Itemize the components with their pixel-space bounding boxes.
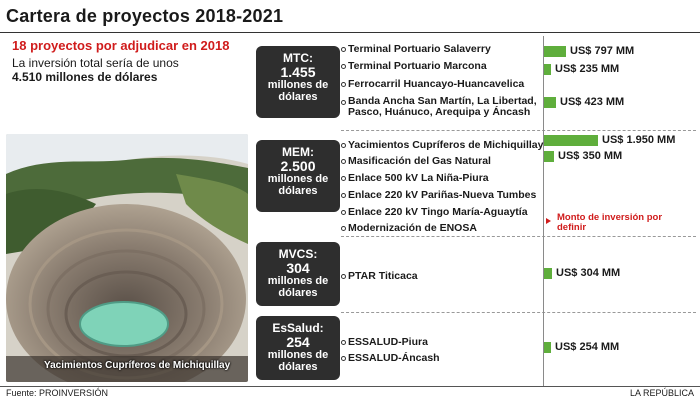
bar-value-label: US$ 350 MM bbox=[558, 150, 623, 162]
bar-value-label: US$ 304 MM bbox=[556, 267, 621, 279]
bullet-icon bbox=[341, 47, 346, 52]
bar-value-label: US$ 423 MM bbox=[560, 96, 625, 108]
group-divider bbox=[341, 236, 696, 237]
summary-intro: La inversión total sería de unos bbox=[12, 56, 179, 70]
bar-mem bbox=[544, 135, 598, 146]
group-entity: MVCS: bbox=[278, 247, 318, 261]
bar-mtc bbox=[544, 64, 551, 75]
bullet-icon bbox=[341, 193, 346, 198]
bullet-icon bbox=[341, 143, 346, 148]
group-box-mem bbox=[256, 140, 340, 212]
group-entity: EsSalud: bbox=[272, 321, 324, 335]
group-amount: 2.500 bbox=[280, 158, 316, 174]
bullet-icon bbox=[341, 82, 346, 87]
project-name: Terminal Portuario Marcona bbox=[348, 60, 487, 72]
project-name: Banda Ancha San Martín, La Libertad, Pasco, Huánuco, Arequipa y Áncash bbox=[348, 95, 537, 118]
group-box-mtc bbox=[256, 46, 340, 118]
project-name: ESSALUD-Piura bbox=[348, 336, 428, 348]
group-box-essalud bbox=[256, 316, 340, 380]
footer-divider bbox=[0, 386, 700, 387]
group-unit: millones de dólares bbox=[267, 349, 329, 373]
bar-essalud bbox=[544, 342, 551, 353]
photo-caption: Yacimientos Cupríferos de Michiquillay bbox=[44, 360, 231, 371]
group-amount: 254 bbox=[286, 334, 310, 350]
group-divider bbox=[341, 130, 696, 131]
bar-value-label: US$ 254 MM bbox=[555, 341, 620, 353]
project-name: PTAR Titicaca bbox=[348, 270, 418, 282]
group-unit: millones de dólares bbox=[267, 79, 329, 103]
page-title: Cartera de proyectos 2018-2021 bbox=[6, 6, 284, 26]
note-pending-amount: Monto de inversión por definir bbox=[557, 212, 663, 233]
bar-mem bbox=[544, 151, 554, 162]
project-name: Terminal Portuario Salaverry bbox=[348, 43, 491, 55]
project-name: Masificación del Gas Natural bbox=[348, 155, 491, 167]
group-amount: 1.455 bbox=[280, 64, 316, 80]
title-divider bbox=[0, 32, 700, 33]
bar-mvcs bbox=[544, 268, 552, 279]
bullet-icon bbox=[341, 340, 346, 345]
bullet-icon bbox=[341, 226, 346, 231]
project-name: Enlace 220 kV Pariñas-Nueva Tumbes bbox=[348, 189, 537, 201]
summary-block bbox=[12, 39, 242, 84]
group-entity: MTC: bbox=[283, 51, 313, 65]
group-entity: MEM: bbox=[282, 145, 314, 159]
group-divider bbox=[341, 312, 696, 313]
bullet-icon bbox=[341, 176, 346, 181]
bar-mtc bbox=[544, 97, 556, 108]
group-unit: millones de dólares bbox=[267, 275, 329, 299]
bar-value-label: US$ 1.950 MM bbox=[602, 134, 676, 146]
summary-headline: 18 proyectos por adjudicar en 2018 bbox=[12, 38, 230, 53]
project-name: Yacimientos Cupríferos de Michiquillay bbox=[348, 139, 544, 151]
project-name: Ferrocarril Huancayo-Huancavelica bbox=[348, 78, 525, 90]
publisher-brand: LA REPÚBLICA bbox=[629, 388, 694, 398]
bar-value-label: US$ 797 MM bbox=[570, 45, 635, 57]
note-marker-icon bbox=[546, 218, 551, 224]
bullet-icon bbox=[341, 274, 346, 279]
summary-amount: 4.510 millones de dólares bbox=[12, 70, 158, 84]
bar-mtc bbox=[544, 46, 566, 57]
bullet-icon bbox=[341, 210, 346, 215]
bullet-icon bbox=[341, 64, 346, 69]
bullet-icon bbox=[341, 356, 346, 361]
project-name: Enlace 500 kV La Niña-Piura bbox=[348, 172, 489, 184]
group-amount: 304 bbox=[286, 260, 310, 276]
bullet-icon bbox=[341, 159, 346, 164]
source-credit: Fuente: PROINVERSIÓN bbox=[6, 388, 109, 398]
bar-value-label: US$ 235 MM bbox=[555, 63, 620, 75]
chart-baseline bbox=[543, 36, 544, 386]
open-pit-mine-illustration bbox=[6, 134, 248, 382]
bullet-icon bbox=[341, 100, 346, 105]
mine-photo bbox=[6, 134, 248, 382]
group-unit: millones de dólares bbox=[267, 173, 329, 197]
project-name: Enlace 220 kV Tingo María-Aguaytía bbox=[348, 206, 528, 218]
group-box-mvcs bbox=[256, 242, 340, 306]
project-name: Modernización de ENOSA bbox=[348, 222, 477, 234]
project-name: ESSALUD-Áncash bbox=[348, 352, 440, 364]
